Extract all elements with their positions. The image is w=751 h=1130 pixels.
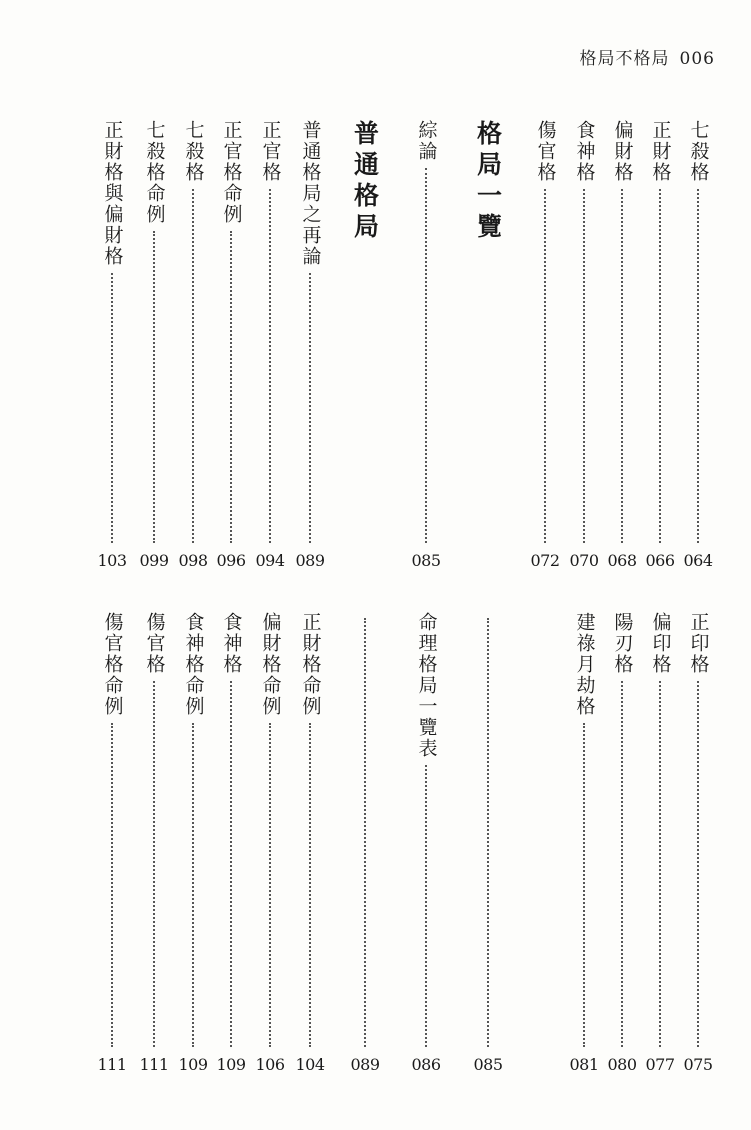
leader-dots [309, 273, 311, 543]
toc-entry-page: 099 [139, 551, 169, 570]
toc-entry-page: 111 [97, 1055, 127, 1074]
leader-dots [153, 681, 155, 1047]
toc-entry[interactable] [642, 612, 678, 1074]
toc-entry-title: 正財格與偏財格 [101, 120, 124, 267]
toc-entry[interactable] [94, 612, 130, 1074]
toc-entry-title: 傷官格命例 [101, 612, 124, 717]
toc-section-heading[interactable] [468, 120, 508, 570]
leader-dots [697, 681, 699, 1047]
toc-entry[interactable] [136, 612, 172, 1074]
toc-entry[interactable] [136, 120, 172, 570]
leader-dots [230, 231, 232, 543]
toc-entry-page: 109 [216, 1055, 246, 1074]
leader-dots [697, 189, 699, 543]
running-header [580, 44, 715, 69]
leader-dots [659, 189, 661, 543]
toc-entry-page: 096 [216, 551, 246, 570]
toc-entry-page: 106 [255, 1055, 285, 1074]
leader-dots [111, 273, 113, 543]
leader-dots [230, 681, 232, 1047]
toc-entry[interactable] [292, 612, 328, 1074]
leader-dots [153, 231, 155, 543]
toc-entry-title: 傷官格 [534, 120, 557, 183]
toc-entry-title: 建祿月劫格 [573, 612, 596, 717]
toc-entry-title: 七殺格命例 [143, 120, 166, 225]
toc-entry-title: 正財格 [649, 120, 672, 183]
toc-entry-page: 080 [607, 1055, 637, 1074]
leader-dots [425, 765, 427, 1047]
toc-entry[interactable] [408, 612, 444, 1074]
toc-entry[interactable] [680, 612, 716, 1074]
toc-entry[interactable] [252, 120, 288, 570]
toc-entry-page: 072 [530, 551, 560, 570]
leader-dots [269, 723, 271, 1047]
toc-entry-page: 104 [295, 1055, 325, 1074]
leader-dots [111, 723, 113, 1047]
toc-entry-title: 正官格 [259, 120, 282, 183]
leader-dots [487, 618, 489, 1047]
toc-lower-section [0, 612, 751, 1074]
leader-dots [364, 618, 366, 1047]
header-page-number: 006 [679, 49, 715, 69]
toc-entry-page: 111 [139, 1055, 169, 1074]
toc-entry[interactable] [527, 120, 563, 570]
leader-dots [192, 723, 194, 1047]
toc-entry[interactable] [292, 120, 328, 570]
toc-entry-title: 食神格命例 [182, 612, 205, 717]
toc-entry-title: 普通格局之再論 [299, 120, 322, 267]
leader-dots [583, 723, 585, 1047]
toc-entry-title: 偏財格命例 [259, 612, 282, 717]
toc-entry-page: 094 [255, 551, 285, 570]
toc-entry-title: 食神格 [220, 612, 243, 675]
toc-entry[interactable] [604, 612, 640, 1074]
toc-entry-heading-continuation[interactable] [345, 612, 385, 1074]
toc-entry-page: 089 [350, 1055, 380, 1074]
toc-entry-page: 081 [569, 1055, 599, 1074]
toc-entry[interactable] [213, 120, 249, 570]
leader-dots [269, 189, 271, 543]
leader-dots [425, 168, 427, 543]
toc-entry-title: 七殺格 [687, 120, 710, 183]
toc-entry-title: 偏印格 [649, 612, 672, 675]
toc-entry-page: 068 [607, 551, 637, 570]
toc-entry-title: 偏財格 [611, 120, 634, 183]
toc-entry-title: 正印格 [687, 612, 710, 675]
toc-entry-page: 075 [683, 1055, 713, 1074]
toc-entry[interactable] [175, 612, 211, 1074]
section-heading-title: 普通格局 [350, 120, 380, 244]
toc-entry-page: 109 [178, 1055, 208, 1074]
toc-section-heading[interactable] [345, 120, 385, 570]
toc-entry-title: 命理格局一覽表 [415, 612, 438, 759]
leader-dots [544, 189, 546, 543]
toc-entry-page: 085 [473, 1055, 503, 1074]
toc-entry-page: 103 [97, 551, 127, 570]
toc-upper-section [0, 120, 751, 570]
toc-entry-page: 086 [411, 1055, 441, 1074]
toc-entry-page: 098 [178, 551, 208, 570]
toc-entry-page: 077 [645, 1055, 675, 1074]
toc-entry-title: 正財格命例 [299, 612, 322, 717]
toc-entry-heading-continuation[interactable] [468, 612, 508, 1074]
toc-entry-title: 正官格命例 [220, 120, 243, 225]
leader-dots [659, 681, 661, 1047]
toc-entry-title: 陽刃格 [611, 612, 634, 675]
toc-entry-page: 070 [569, 551, 599, 570]
toc-entry-page: 085 [411, 551, 441, 570]
header-title: 格局不格局 [579, 49, 670, 69]
toc-entry-page: 089 [295, 551, 325, 570]
toc-entry[interactable] [94, 120, 130, 570]
leader-dots [309, 723, 311, 1047]
toc-entry[interactable] [566, 120, 602, 570]
leader-dots [621, 681, 623, 1047]
toc-entry[interactable] [175, 120, 211, 570]
toc-entry[interactable] [680, 120, 716, 570]
leader-dots [621, 189, 623, 543]
toc-entry-title: 綜論 [415, 120, 438, 162]
toc-entry[interactable] [604, 120, 640, 570]
toc-entry[interactable] [213, 612, 249, 1074]
section-heading-title: 格局一覽 [473, 120, 503, 244]
toc-entry-title: 食神格 [573, 120, 596, 183]
toc-entry[interactable] [566, 612, 602, 1074]
toc-entry[interactable] [642, 120, 678, 570]
toc-entry-page: 064 [683, 551, 713, 570]
toc-entry-title: 傷官格 [143, 612, 166, 675]
toc-entry-title: 七殺格 [182, 120, 205, 183]
toc-entry[interactable] [408, 120, 444, 570]
leader-dots [192, 189, 194, 543]
toc-entry[interactable] [252, 612, 288, 1074]
leader-dots [583, 189, 585, 543]
toc-entry-page: 066 [645, 551, 675, 570]
